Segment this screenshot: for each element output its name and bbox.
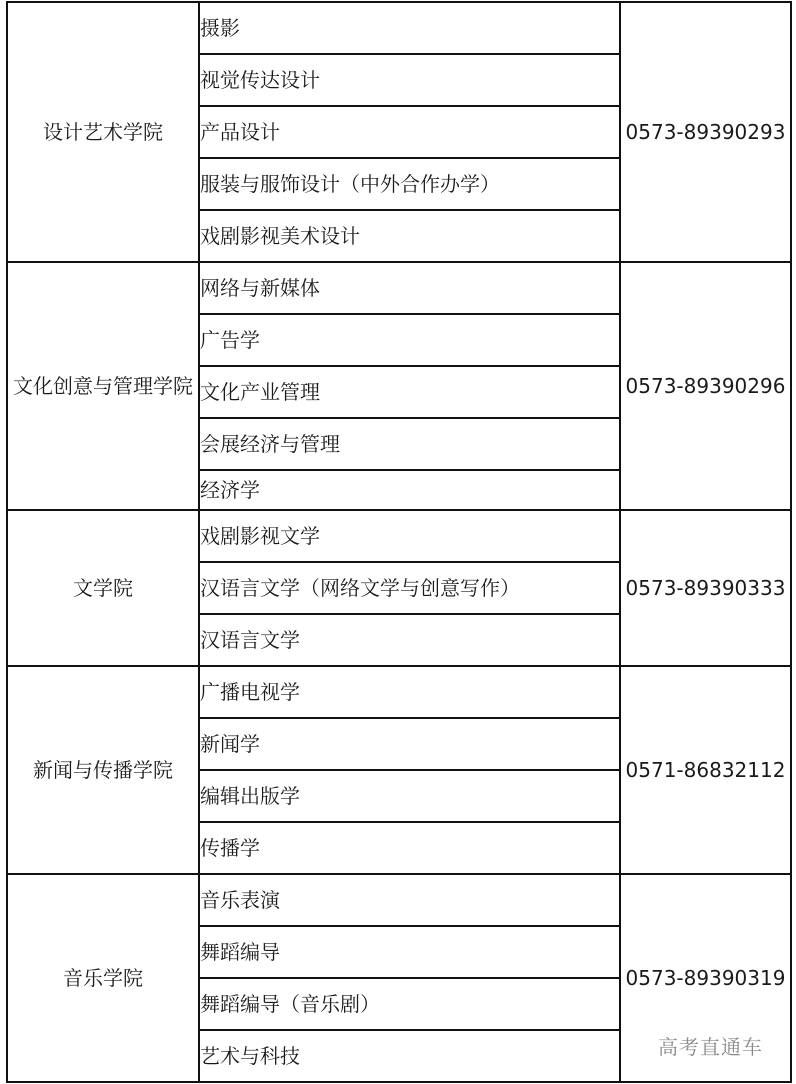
watermark-text: 高考直通车	[658, 1035, 763, 1059]
phone-number-cell: 0571-86832112	[620, 666, 791, 874]
major-name-cell: 编辑出版学	[199, 770, 620, 822]
table-row	[7, 666, 791, 718]
major-name-cell: 广播电视学	[199, 666, 620, 718]
major-name-cell: 会展经济与管理	[199, 418, 620, 470]
college-name-cell: 文化创意与管理学院	[7, 262, 199, 510]
college-name-cell: 设计艺术学院	[7, 2, 199, 262]
major-name-cell: 摄影	[199, 2, 620, 54]
table-body	[7, 2, 791, 1082]
phone-number-cell: 0573-89390296	[620, 262, 791, 510]
major-name-cell: 广告学	[199, 314, 620, 366]
major-name-cell: 文化产业管理	[199, 366, 620, 418]
major-name-cell: 传播学	[199, 822, 620, 874]
phone-number-cell: 0573-89390333	[620, 510, 791, 666]
major-name-cell: 经济学	[199, 470, 620, 510]
major-name-cell: 戏剧影视文学	[199, 510, 620, 562]
phone-number-cell: 0573-89390293	[620, 2, 791, 262]
table-row	[7, 510, 791, 562]
major-name-cell: 舞蹈编导（音乐剧）	[199, 978, 620, 1030]
major-name-cell: 戏剧影视美术设计	[199, 210, 620, 262]
college-name-cell: 文学院	[7, 510, 199, 666]
major-name-cell: 音乐表演	[199, 874, 620, 926]
college-contact-table	[6, 1, 792, 1083]
phone-number-cell: 0573-89390319	[620, 874, 791, 1082]
major-name-cell: 汉语言文学（网络文学与创意写作）	[199, 562, 620, 614]
major-name-cell: 服装与服饰设计（中外合作办学）	[199, 158, 620, 210]
college-name-cell: 音乐学院	[7, 874, 199, 1082]
major-name-cell: 网络与新媒体	[199, 262, 620, 314]
major-name-cell: 产品设计	[199, 106, 620, 158]
major-name-cell: 视觉传达设计	[199, 54, 620, 106]
major-name-cell: 新闻学	[199, 718, 620, 770]
college-name-cell: 新闻与传播学院	[7, 666, 199, 874]
major-name-cell: 艺术与科技	[199, 1030, 620, 1082]
table-row	[7, 874, 791, 926]
major-name-cell: 舞蹈编导	[199, 926, 620, 978]
table-row	[7, 2, 791, 54]
major-name-cell: 汉语言文学	[199, 614, 620, 666]
table-row	[7, 262, 791, 314]
